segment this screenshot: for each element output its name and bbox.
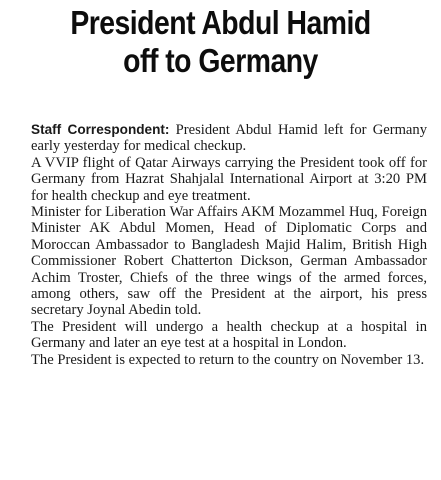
byline: Staff Correspondent: [31, 122, 170, 137]
article-body [31, 122, 427, 368]
paragraph-checkup: The President will undergo a health checkup at a hospital in Germany and later an eye test at a hospital in London. [31, 318, 427, 352]
paragraph-farewell: Minister for Liberation War Affairs AKM Mozammel Huq, Foreign Minister AK Abdul Momen, Head of Diplomatic Corps and Moroccan Ambassador to Bangladesh Majid Halim, British High Commissioner Robert Chatterton Dickson, German Ambassador Achim Troster, Chiefs of the three wings of the armed forces, among others, saw off the President at the airport, his press secretary Joynal Abedin told. [31, 204, 427, 319]
paragraph-return: The President is expected to return to the country on November 13. [31, 351, 425, 368]
lead-text: President Abdul Hamid left for Germany early yesterday for medical checkup. [31, 122, 427, 155]
paragraph-flight: A VVIP flight of Qatar Airways carrying the President took off for Germany from Hazrat Shahjalal International Airport at 3:20 PM for health checkup and eye treatment. [31, 154, 427, 204]
headline [31, 0, 410, 80]
headline-line-2: off to Germany [123, 42, 318, 79]
headline-line-1: President Abdul Hamid [70, 4, 371, 41]
lead-paragraph [31, 122, 427, 155]
